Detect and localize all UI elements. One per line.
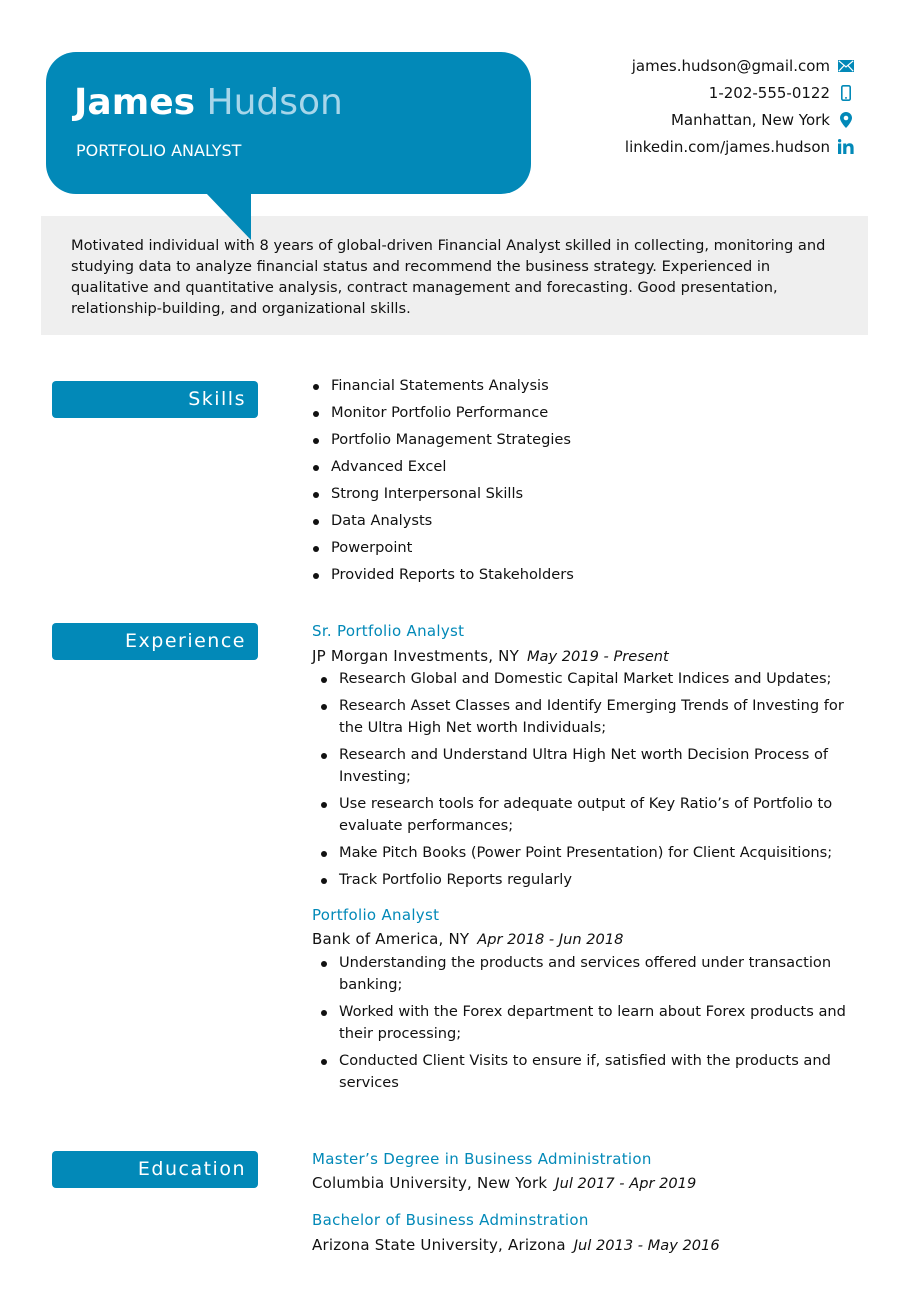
job-title: Sr. Portfolio Analyst <box>312 622 465 640</box>
contact-info <box>625 52 855 160</box>
skill-item: Strong Interpersonal Skills <box>331 483 574 510</box>
job-duties-list <box>339 668 859 896</box>
location-text: Manhattan, New York <box>670 110 830 129</box>
skill-item: Data Analysts <box>331 510 574 537</box>
education-degree: Master’s Degree in Business Administration <box>312 1150 652 1168</box>
contact-email[interactable] <box>625 52 855 79</box>
duty-item: Research Asset Classes and Identify Emerging Trends of Investing for the Ultra High Net worth Individuals; <box>339 695 859 739</box>
linkedin-text[interactable]: linkedin.com/james.hudson <box>624 137 830 156</box>
education-school-line <box>312 1174 696 1192</box>
last-name: Hudson <box>206 82 343 123</box>
duty-item: Conducted Client Visits to ensure if, satisfied with the products and services <box>339 1050 859 1094</box>
contact-phone[interactable] <box>625 79 855 106</box>
school-name: Columbia University, New York <box>312 1174 548 1192</box>
duty-item: Use research tools for adequate output of Key Ratio’s of Portfolio to evaluate performances; <box>339 793 859 837</box>
email-text[interactable]: james.hudson@gmail.com <box>631 56 830 75</box>
duty-item: Worked with the Forex department to learn about Forex products and their processing; <box>339 1001 859 1045</box>
job-duties-list <box>339 952 859 1099</box>
skill-item: Monitor Portfolio Performance <box>331 402 574 429</box>
education-school-line <box>312 1236 720 1254</box>
skills-list <box>331 375 574 591</box>
section-tab-education: Education <box>52 1151 258 1188</box>
education-dates: Jul 2017 - Apr 2019 <box>555 1175 697 1192</box>
company-name: JP Morgan Investments, NY <box>312 647 519 665</box>
phone-text[interactable]: 1-202-555-0122 <box>708 83 830 102</box>
section-tab-experience: Experience <box>52 623 258 660</box>
skill-item: Provided Reports to Stakeholders <box>331 564 574 591</box>
skill-item: Portfolio Management Strategies <box>331 429 574 456</box>
job-company-line <box>312 930 623 948</box>
skill-item: Advanced Excel <box>331 456 574 483</box>
duty-item: Research Global and Domestic Capital Market Indices and Updates; <box>339 668 859 690</box>
job-title: Portfolio Analyst <box>312 906 440 924</box>
job-title-header: PORTFOLIO ANALYST <box>76 141 242 160</box>
email-icon <box>837 60 855 72</box>
company-name: Bank of America, NY <box>312 930 470 948</box>
contact-location <box>625 106 855 133</box>
candidate-name <box>74 80 343 126</box>
duty-item: Understanding the products and services offered under transaction banking; <box>339 952 859 996</box>
education-degree: Bachelor of Business Adminstration <box>312 1211 589 1229</box>
header-bubble-tail-overlap <box>228 216 251 240</box>
contact-linkedin[interactable] <box>625 133 855 160</box>
duty-item: Track Portfolio Reports regularly <box>339 869 859 891</box>
duty-item: Research and Understand Ultra High Net worth Decision Process of Investing; <box>339 744 859 788</box>
summary-text: Motivated individual with 8 years of global-driven Financial Analyst skilled in collecting, monitoring and studying data to analyze financial status and recommend the business strategy. Experienced in qualitative and quantitative analysis, contract management and forecasting. Good presentation, relationship-building, and organizational skills. <box>71 237 826 317</box>
job-dates: May 2019 - Present <box>526 648 669 665</box>
first-name: James <box>74 82 196 123</box>
section-tab-skills: Skills <box>52 381 258 418</box>
skill-item: Financial Statements Analysis <box>331 375 574 402</box>
duty-item: Make Pitch Books (Power Point Presentation) for Client Acquisitions; <box>339 842 859 864</box>
linkedin-icon <box>837 139 855 154</box>
location-pin-icon <box>837 112 855 128</box>
phone-icon <box>837 85 855 101</box>
job-company-line <box>312 647 669 665</box>
skill-item: Powerpoint <box>331 537 574 564</box>
summary-box <box>41 216 868 335</box>
job-dates: Apr 2018 - Jun 2018 <box>477 931 624 948</box>
school-name: Arizona State University, Arizona <box>312 1236 566 1254</box>
education-dates: Jul 2013 - May 2016 <box>573 1237 720 1254</box>
